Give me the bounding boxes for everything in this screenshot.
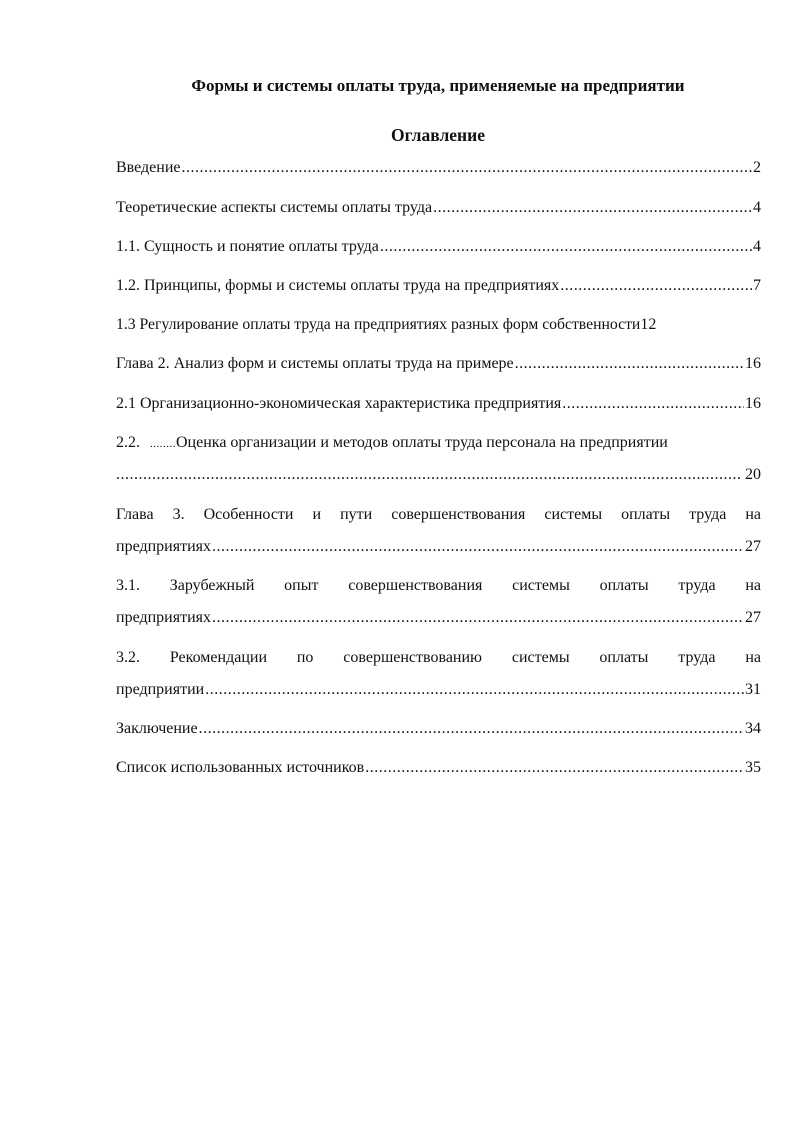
toc-entry-theory[interactable] [116,198,761,218]
toc-page-number: 4 [753,238,761,255]
leader-dots [515,354,744,374]
document-title: Формы и системы оплаты труда, применяемые на предприятии [191,76,685,95]
toc-entry-text: Глава 2. Анализ форм и системы оплаты труда на примере [116,355,514,372]
toc-entry-text-line2: предприятиях [116,538,211,555]
toc-entry-chapter-2[interactable] [116,354,761,374]
leader-dots [199,719,744,739]
leader-dots [560,276,752,296]
leader-dots [182,158,753,178]
toc-entry-introduction[interactable] [116,158,761,178]
toc-entry-text: 1.2. Принципы, формы и системы оплаты труда на предприятиях [116,277,560,294]
toc-entry-text-line1: 3.1. Зарубежный опыт совершенствования системы оплаты труда на [116,577,761,594]
toc-page-number: 31 [745,681,761,698]
leader-dots [212,537,744,557]
toc-entry-2-1[interactable] [116,394,761,414]
toc-entry-3-1[interactable] [116,576,761,628]
toc-entry-text-line2: предприятии [116,681,205,698]
toc-page-number: 34 [745,720,761,737]
toc-entry-1-3[interactable] [116,315,761,335]
toc-entry-text: 2.1 Организационно-экономическая характеристика предприятия [116,395,562,412]
leader-dots [205,680,744,700]
leader-dots [562,394,744,414]
toc-page-number: 16 [745,395,761,412]
toc-entry-text-line2: предприятиях [116,609,211,626]
toc-entry-1-1[interactable] [116,237,761,257]
toc-page-number: 2 [753,159,761,176]
toc-entry-text: Введение [116,159,181,176]
toc-page-number: 12 [640,316,657,333]
toc-entry-text: Оценка организации и методов оплаты труда персонала на предприятии [176,434,668,451]
toc-entry-chapter-3[interactable] [116,505,761,557]
toc-entry-conclusion[interactable] [116,719,761,739]
toc-page-number: 4 [753,199,761,216]
toc-entry-prefix: 2.2. [116,434,140,451]
toc-page-number: 27 [745,609,761,626]
toc-page-number: 27 [745,538,761,555]
leader-dots [365,758,744,778]
toc-entry-sources[interactable] [116,758,761,778]
toc-page-number: 20 [745,466,761,483]
toc-entry-3-2[interactable] [116,648,761,700]
leader-dots-inline: ........ [150,438,176,450]
toc-entry-1-2[interactable] [116,276,761,296]
toc-entry-text-line1: Глава 3. Особенности и пути совершенствования системы оплаты труда на [116,506,761,523]
toc-page-number: 7 [753,277,761,294]
toc-page-number: 16 [745,355,761,372]
toc-entry-text: Заключение [116,720,198,737]
leader-dots [116,465,740,485]
leader-dots [380,237,752,257]
toc-entry-text-line1: 3.2. Рекомендации по совершенствованию системы оплаты труда на [116,649,761,666]
toc-entry-text: 1.3 Регулирование оплаты труда на предприятиях разных форм собственности [116,316,641,333]
toc-entry-2-2[interactable] [116,433,761,485]
toc-entry-text: Теоретические аспекты системы оплаты труда [116,199,433,216]
toc-page-number: 35 [745,759,761,776]
toc-heading: Оглавление [391,125,485,145]
toc-entry-text: Список использованных источников [116,759,365,776]
leader-dots [212,608,744,628]
toc-entry-text: 1.1. Сущность и понятие оплаты труда [116,238,379,255]
leader-dots [433,198,752,218]
